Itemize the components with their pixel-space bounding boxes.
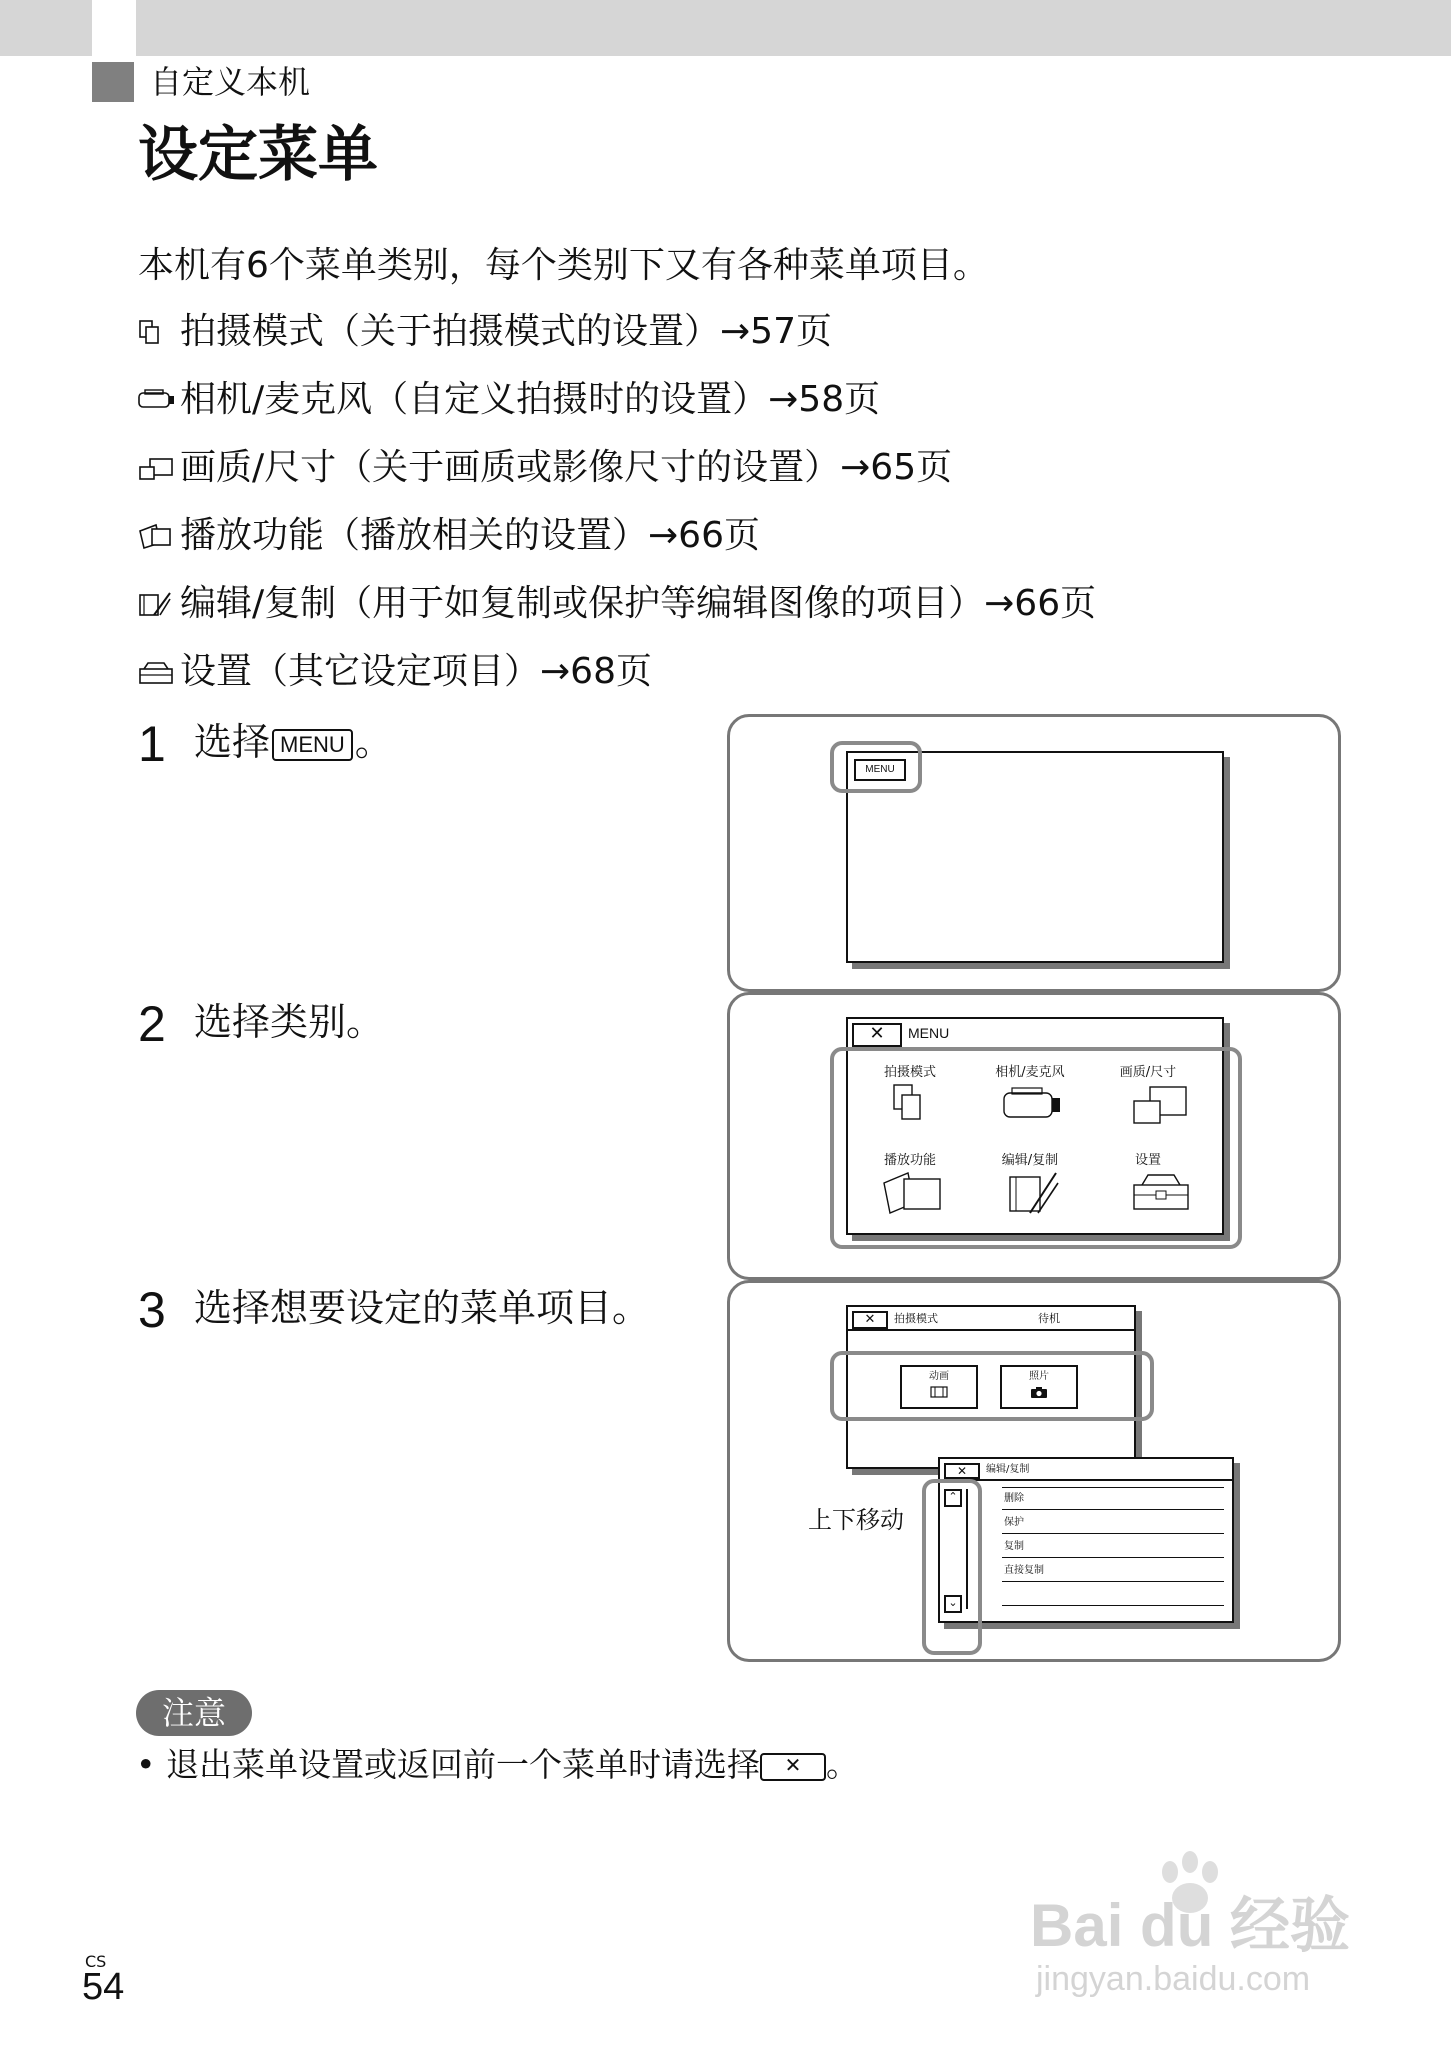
highlight-frame [830, 741, 922, 793]
note-text: • 退出菜单设置或返回前一个菜单时请选择 ✕ 。 [136, 1745, 859, 1784]
tile-label: 设置 [1134, 1153, 1161, 1168]
setup-toolbox-icon [136, 657, 176, 687]
menu-button[interactable]: MENU [854, 759, 906, 781]
step-1: 1 选择 MENU 。 [138, 716, 393, 772]
shooting-mode-icon [136, 317, 176, 347]
step-number: 2 [138, 996, 166, 1052]
category-item: 设置（其它设定项目）→68页 [136, 650, 652, 694]
step-2: 2 选择类别。 [138, 996, 385, 1052]
step-3: 3 选择想要设定的菜单项目。 [138, 1282, 651, 1338]
close-icon[interactable]: ✕ [852, 1311, 888, 1329]
movie-button[interactable]: 动画 [900, 1365, 978, 1409]
playback-icon [136, 521, 176, 551]
menu-key: MENU [272, 729, 353, 761]
photo-button[interactable]: 照片 [1000, 1365, 1078, 1409]
section-marker [92, 62, 134, 102]
image-quality-icon [136, 453, 176, 483]
illustration-panel-2 [727, 992, 1341, 1280]
menu-item[interactable]: 保护 [1004, 1517, 1024, 1528]
watermark-url: jingyan.baidu.com [1036, 1960, 1311, 1998]
edit-copy-icon [136, 589, 176, 619]
category-item: 播放功能（播放相关的设置）→66页 [136, 514, 760, 558]
category-item: 拍摄模式（关于拍摄模式的设置）→57页 [136, 310, 832, 354]
edit-copy-screen [938, 1457, 1234, 1623]
category-item: 画质/尺寸（关于画质或影像尺寸的设置）→65页 [136, 446, 952, 490]
step-number: 1 [138, 716, 166, 772]
note-badge: 注意 [136, 1690, 252, 1736]
close-icon[interactable]: ✕ [852, 1023, 902, 1047]
page-title: 设定菜单 [138, 120, 378, 190]
menu-item[interactable]: 复制 [1004, 1541, 1024, 1552]
tile-label: 编辑/复制 [1001, 1153, 1059, 1168]
tile-label: 拍摄模式 [883, 1065, 936, 1080]
highlight-frame [922, 1479, 982, 1655]
close-key: ✕ [760, 1753, 826, 1781]
category-item: 相机/麦克风（自定义拍摄时的设置）→58页 [136, 378, 880, 422]
scroll-down-icon[interactable]: ⌄ [944, 1595, 962, 1613]
illustration-panel-3 [727, 1280, 1341, 1662]
step-number: 3 [138, 1282, 166, 1338]
menu-title: MENU [908, 1025, 950, 1041]
language-code: CS [85, 1952, 107, 1971]
menu-item[interactable]: 直接复制 [1004, 1565, 1044, 1576]
scroll-label: 上下移动 [808, 1506, 904, 1534]
tile-label: 相机/麦克风 [995, 1065, 1065, 1080]
highlight-frame [830, 1047, 1242, 1249]
divider [940, 1479, 1232, 1481]
category-item: 编辑/复制（用于如复制或保护等编辑图像的项目）→66页 [136, 582, 1096, 626]
page-number: 54 [82, 1966, 125, 2008]
status-text: 待机 [1038, 1312, 1060, 1325]
illustration-panel-1 [727, 714, 1341, 992]
scroll-up-icon[interactable]: ⌃ [944, 1489, 962, 1507]
close-icon[interactable]: ✕ [944, 1463, 980, 1479]
menu-item[interactable]: 删除 [1004, 1493, 1024, 1504]
tile-label: 画质/尺寸 [1119, 1065, 1177, 1080]
intro-text: 本机有6个菜单类别，每个类别下又有各种菜单项目。 [138, 245, 989, 286]
highlight-frame [830, 1351, 1154, 1421]
camera-mic-icon [136, 385, 176, 415]
top-bar-notch [92, 0, 136, 56]
screen-title: 编辑/复制 [986, 1464, 1030, 1475]
screen-title: 拍摄模式 [894, 1312, 938, 1325]
section-label: 自定义本机 [150, 63, 311, 101]
divider [848, 1329, 1134, 1331]
top-gray-bar [0, 0, 1451, 56]
tile-label: 播放功能 [883, 1153, 936, 1168]
watermark-text: Bai du 经验 [1030, 1892, 1351, 1959]
